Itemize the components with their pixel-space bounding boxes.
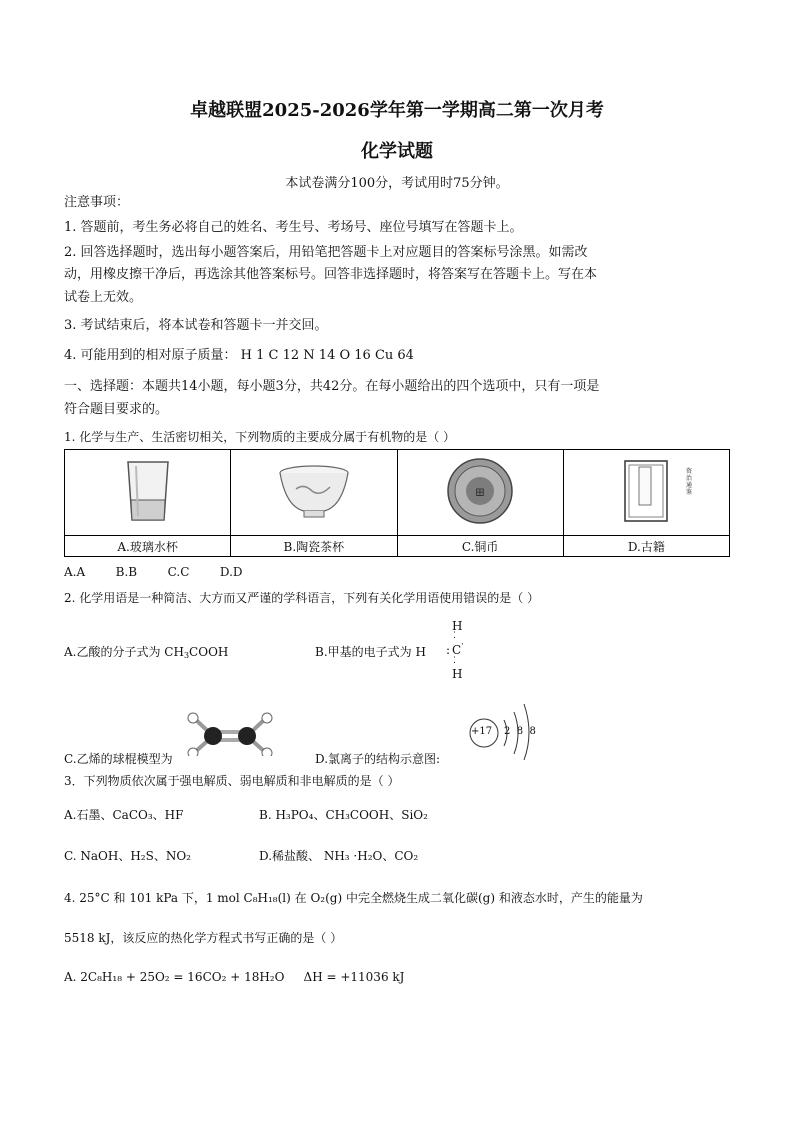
exam-info: 本试卷满分100分，考试用时75分钟。	[285, 176, 509, 191]
copper-coin-image	[397, 450, 563, 536]
methyl-C: C	[452, 643, 462, 657]
notice-item: 4. 可能用到的相对原子质量： H 1 C 12 N 14 O 16 Cu 64	[64, 348, 414, 363]
q3-option-c: C. NaOH、H₂S、NO₂	[64, 849, 191, 863]
page-subtitle: 化学试题	[361, 141, 433, 162]
book-title: 资治通鉴	[686, 468, 693, 496]
notice-item: 2. 回答选择题时，选出每小题答案后，用铅笔把答题卡上对应题目的答案标号涂黑。如需改	[64, 245, 588, 260]
q3-option-b: B. H₃PO₄、CH₃COOH、SiO₂	[259, 808, 428, 822]
section-heading: 一、选择题：本题共14小题，每小题3分，共42分。在每小题给出的四个选项中，只有一项是	[64, 379, 600, 394]
q4-stem-line2: 5518 kJ，该反应的热化学方程式书写正确的是（ ）	[64, 931, 343, 945]
q1-options-table	[64, 449, 730, 557]
q2-stem: 2. 化学用语是一种简洁、大方而又严谨的学科语言，下列有关化学用语使用错误的是（ ）	[64, 591, 540, 605]
ethylene-ball-stick-model	[186, 712, 274, 756]
notice-item: 3. 考试结束后，将本试卷和答题卡一并交回。	[64, 318, 328, 333]
q1-stem: 1. 化学与生产、生活密切相关，下列物质的主要成分属于有机物的是（ ）	[64, 430, 456, 444]
q3-option-a: A.石墨、CaCO₃、HF	[64, 808, 184, 822]
q2-option-d: D.氯离子的结构示意图:	[315, 752, 441, 766]
option-a-caption: A.玻璃水杯	[65, 536, 231, 557]
notice-item: 试卷上无效。	[64, 290, 143, 305]
methyl-H-top: H	[452, 619, 463, 633]
section-heading-cont: 符合题目要求的。	[64, 402, 169, 417]
q3-option-d: D.稀盐酸、 NH₃ ·H₂O、CO₂	[259, 849, 419, 863]
option-c-caption: C.铜币	[397, 536, 563, 557]
page-title: 卓越联盟2025-2026学年第一学期高二第一次月考	[190, 100, 604, 121]
q1-answers: A.A B.B C.C D.D	[64, 565, 243, 579]
q3-stem: 3．下列物质依次属于强电解质、弱电解质和非电解质的是（ ）	[64, 774, 400, 788]
electron-shells: 2 8 8	[504, 726, 536, 737]
q2-option-b-label: B.甲基的电子式为 H	[315, 645, 426, 659]
notice-heading: 注意事项：	[64, 195, 130, 210]
notice-item: 1. 答题前，考生务必将自己的姓名、考生号、考场号、座位号填写在答题卡上。	[64, 220, 523, 235]
svg-text:⊞: ⊞	[475, 484, 486, 499]
q4-option-a: A. 2C₈H₁₈ + 25O₂ = 16CO₂ + 18H₂O ΔH = +11036 kJ	[64, 970, 405, 984]
glass-cup-image	[65, 450, 231, 536]
nucleus-charge: +17	[471, 726, 493, 737]
q2-option-a: A.乙酸的分子式为 $CH_3COOH$	[64, 645, 229, 660]
q2-option-c: C.乙烯的球棍模型为	[64, 752, 173, 766]
option-d-caption: D.古籍	[563, 536, 729, 557]
ancient-book-image	[563, 450, 729, 536]
q4-stem-line1: 4. 25°C 和 101 kPa 下，1 mol C₈H₁₈(l) 在 O₂(g) 中完全燃烧生成二氧化碳(g) 和液态水时，产生的能量为	[64, 891, 643, 905]
methyl-colon: :	[446, 643, 451, 657]
option-b-caption: B.陶瓷茶杯	[231, 536, 397, 557]
methyl-H-bottom: H	[452, 667, 463, 681]
notice-item: 动，用橡皮擦干净后，再选涂其他答案标号。回答非选择题时，将答案写在答题卡上。写在本	[64, 267, 598, 282]
ceramic-cup-image	[231, 450, 397, 536]
